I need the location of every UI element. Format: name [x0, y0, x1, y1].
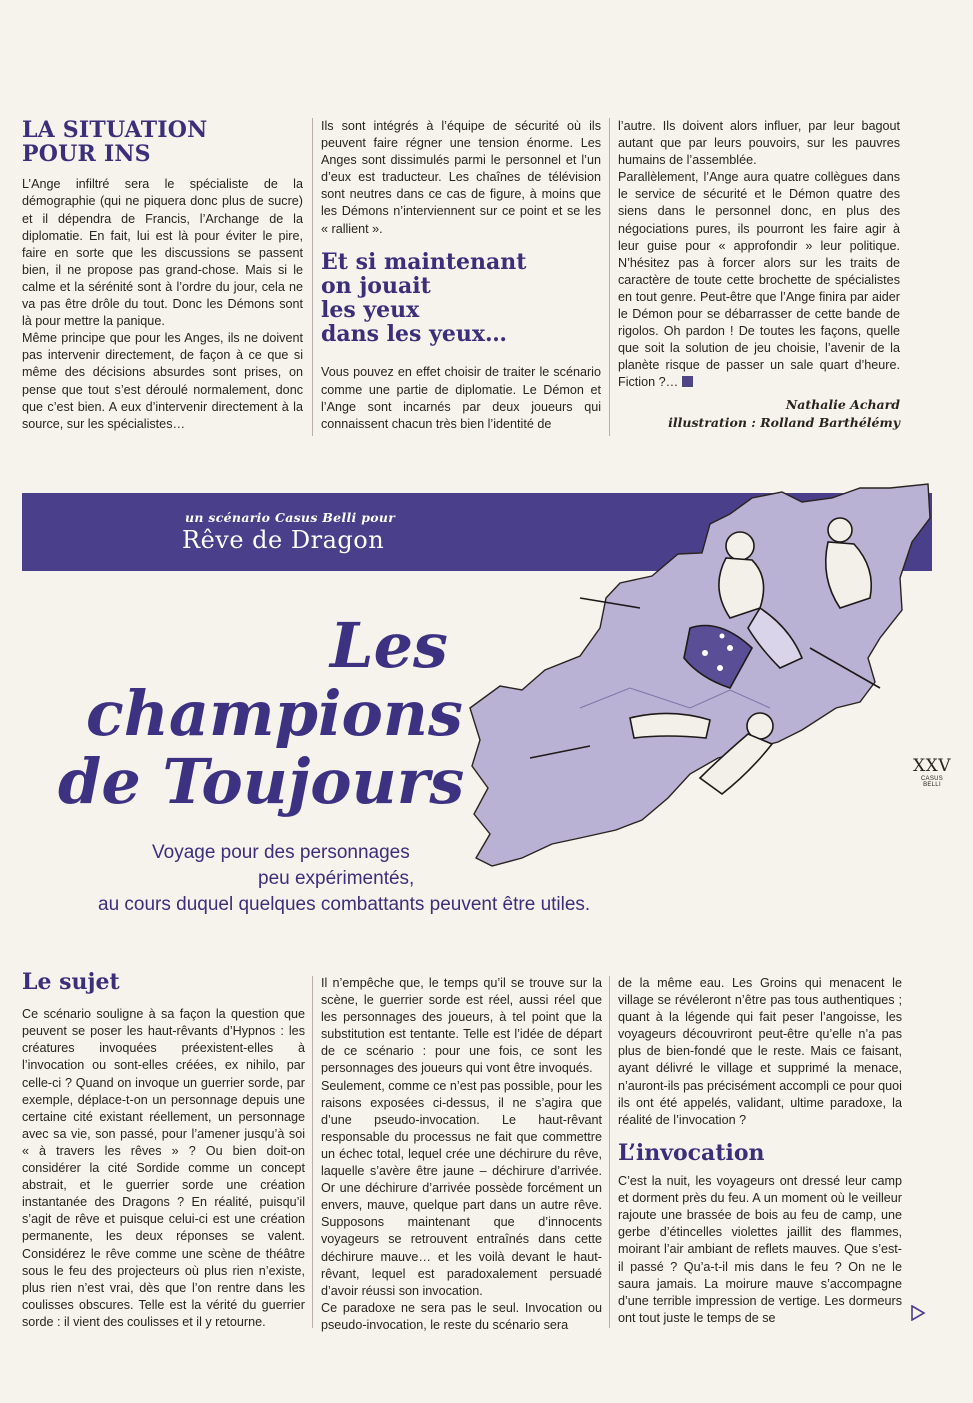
headline-line-3: de Toujours: [58, 745, 465, 818]
title-line: Et si maintenant: [321, 248, 527, 275]
top-column-2: [321, 118, 601, 433]
paragraph: Ce paradoxe ne sera pas le seul. Invocation ou pseudo-invocation, le reste du scénario sera: [321, 1300, 602, 1332]
page-marker: [912, 756, 952, 788]
paragraph: Seulement, comme ce n’est pas possible, pour les raisons exposées ci-dessus, il ne s’agira que d’une pseudo-invocation. Le haut-rêvant responsable du processus ne fait que commettre un échec total, lequel crée une déchirure du rêve, laquelle s’avère être jaune – déchirure d’arrivée. Or une déchirure d’arrivée possède forcément un envers, mauve, quelque part dans un autre rêve. Supposons maintenant que d’innocents voyageurs se retrouvent entraînés dans cette déchirure mauve… et les voilà devant le haut-rêvant, lequel est paradoxalement persuadé d’avoir réussi son invocation.: [321, 1078, 602, 1298]
banner-subtitle: un scénario Casus Belli pour: [185, 510, 396, 525]
paragraph: [618, 169, 900, 391]
magazine-label: CASUS BELLI: [920, 776, 944, 788]
continue-arrow-icon: [910, 1305, 926, 1321]
paragraph: Ils sont intégrés à l’équipe de sécurité où ils peuvent faire régner une tension énorme. Les Anges sont dissimulés parmi le personnel et l’un d’eux est traducteur. Les chaînes de télévision sont neutres dans ce cas de figure, à moins que les Démons n’interviennent sur ce point et se les « rallient ».: [321, 119, 601, 236]
end-mark-icon: [682, 376, 693, 387]
title-line: dans les yeux…: [321, 321, 507, 348]
top-column-1: [22, 118, 303, 433]
tagline-line-3: au cours duquel quelques combattants peuvent être utiles.: [98, 894, 591, 915]
paragraph: Même principe que pour les Anges, ils ne doivent pas intervenir directement, de façon à ce que si même des décisions absurdes sont prises, on pense que tout s’est déroulé normalement, donc que c’est bien. A eux d’intervenir directement à la source, sur les spécialistes…: [22, 331, 303, 431]
bottom-column-2: [321, 975, 602, 1334]
paragraph: C’est la nuit, les voyageurs ont dressé leur camp et dorment près du feu. A un moment où le veilleur rajoute une brassée de bois au feu de camp, une gerbe d’étincelles violettes jaillit des flammes, moirant l’air ambiant de reflets mauves. Que s’est-il passé ? Qu’a-t-il mis dans le feu ? On ne le saura jamais. La moirure mauve s’accompagne d’une terrible impression de vertige. Les dormeurs ont tout juste le temps de se: [618, 1174, 902, 1325]
section-title-invocation: L’invocation: [618, 1139, 765, 1166]
column-divider: [312, 118, 313, 436]
page-number: XXV: [913, 756, 951, 776]
illustrator-credit: illustration : Rolland Barthélémy: [668, 414, 900, 430]
title-line: on jouait: [321, 272, 431, 299]
section-title-situation: [22, 118, 303, 166]
title-line: LA SITUATION: [22, 117, 208, 143]
bottom-column-3: [618, 975, 902, 1327]
paragraph: de la même eau. Les Groins qui menacent le village se révéleront n’être pas tous authentiques ; quant à la légende qui fait peser l’angoisse, les voyageurs découvriront peut-être qu’elle n’a pas plus de bien-fondé que le reste. Mais ce faisant, ayant délivré le village et supprimé la menace, n’auront-ils pas précisément accompli ce pour quoi ils ont été appelés, validant, ultime paradoxe, la réalité de l’invocation ?: [618, 976, 902, 1127]
paragraph: Il n’empêche que, le temps qu’il se trouve sur la scène, le guerrier sorde est réel, aussi réel que les personnages des joueurs, à tel point que la substitution est tentante. Telle est l’idée de départ de ce scénario : pour une fois, ce sont les personnages des joueurs qui vont être invoqués.: [321, 976, 602, 1076]
banner-game-title: Rêve de Dragon: [182, 526, 385, 554]
paragraph: Vous pouvez en effet choisir de traiter le scénario comme une partie de diplomatie. Le Démon et l’Ange sont incarnés par deux joueurs qui connaissent chacun très bien l’identité de: [321, 365, 601, 431]
paragraph: Ce scénario souligne à sa façon la question que peuvent se poser les haut-rêvants d’Hypnos : les créatures invoquées préexistent-elles à l’invocation ou sont-elles créées, ex nihilo, par celle-ci ? Quand on invoque un guerrier sorde, par exemple, déplace-t-on un personnage depuis une certaine cité existant réellement, un personnage avec sa vie, son passé, pour l’amener jusqu’à soi « à travers les rêves » ? Ou bien doit-on considérer la cité Sordide comme un concept abstrait, et le guerrier sorde une création instantanée des Dragons ? En réalité, puisqu’il s’agit de rêve et puisque celui-ci est une création permanente, les deux réponses se valent. Considérez le rêve comme une scène de théâtre sous le feu des projecteurs où plus rien n’existe, plus rien n’est vrai, dès que l’on rentre dans les coulisses obscures. Telle est la vérité du guerrier sorde : il vient des coulisses et il y retourne.: [22, 1007, 305, 1329]
tagline-line-2: peu expérimentés,: [258, 868, 415, 889]
section-title-yeux: [321, 250, 601, 347]
illustration-flying-figures: [430, 458, 940, 883]
author-credit: Nathalie Achard: [785, 396, 900, 412]
column-divider: [312, 976, 313, 1328]
title-line: POUR INS: [22, 141, 151, 168]
section-title-sujet: Le sujet: [22, 969, 120, 995]
paragraph: l’autre. Ils doivent alors influer, par leur bagout autant que par leurs pouvoirs, sur les pauvres humains de l’assemblée.: [618, 119, 900, 168]
title-line: les yeux: [321, 297, 420, 324]
headline-line-2: champions: [86, 677, 463, 750]
top-column-3: [618, 118, 900, 432]
tagline-line-1: Voyage pour des personnages: [152, 842, 410, 863]
paragraph-text: Parallèlement, l’Ange aura quatre collègues dans le service de sécurité et le Démon quatre des siens dans le personnel donc, en plus des négociations pures, ils pourront les faire agir à leur guise pour « approfondir » leur politique. N’hésitez pas à forcer alors sur les traits de caractère de toute cette brochette de spécialistes en tout genre. Peut-être que l’Ange finira par aider le Démon pour se débarrasser de cette bande de rigolos. Oh pardon ! De toutes les façons, quelle que soit la solution de jeu choisie, l’avenir de la planète risque de passer un sale quart d’heure. Fiction ?…: [618, 170, 900, 390]
column-divider: [609, 976, 610, 1328]
paragraph: L’Ange infiltré sera le spécialiste de la démographie (qui ne piquera donc plus de sucre) et il dépendra de Francis, l’Archange de la diplomatie. En fait, lui est là pour éviter le pire, faire en sorte que les discussions se passent bien, il ne propose pas grand-chose. Mais si le calme et la sérénité sont à l’ordre du jour, cela ne va pas être drôle du tout. Donc les Démons sont là pour mettre la panique.: [22, 177, 303, 329]
column-divider: [609, 118, 610, 436]
torn-paper-shape: [470, 484, 930, 866]
headline-line-1: Les: [330, 609, 448, 682]
bottom-column-1: [22, 970, 305, 1331]
